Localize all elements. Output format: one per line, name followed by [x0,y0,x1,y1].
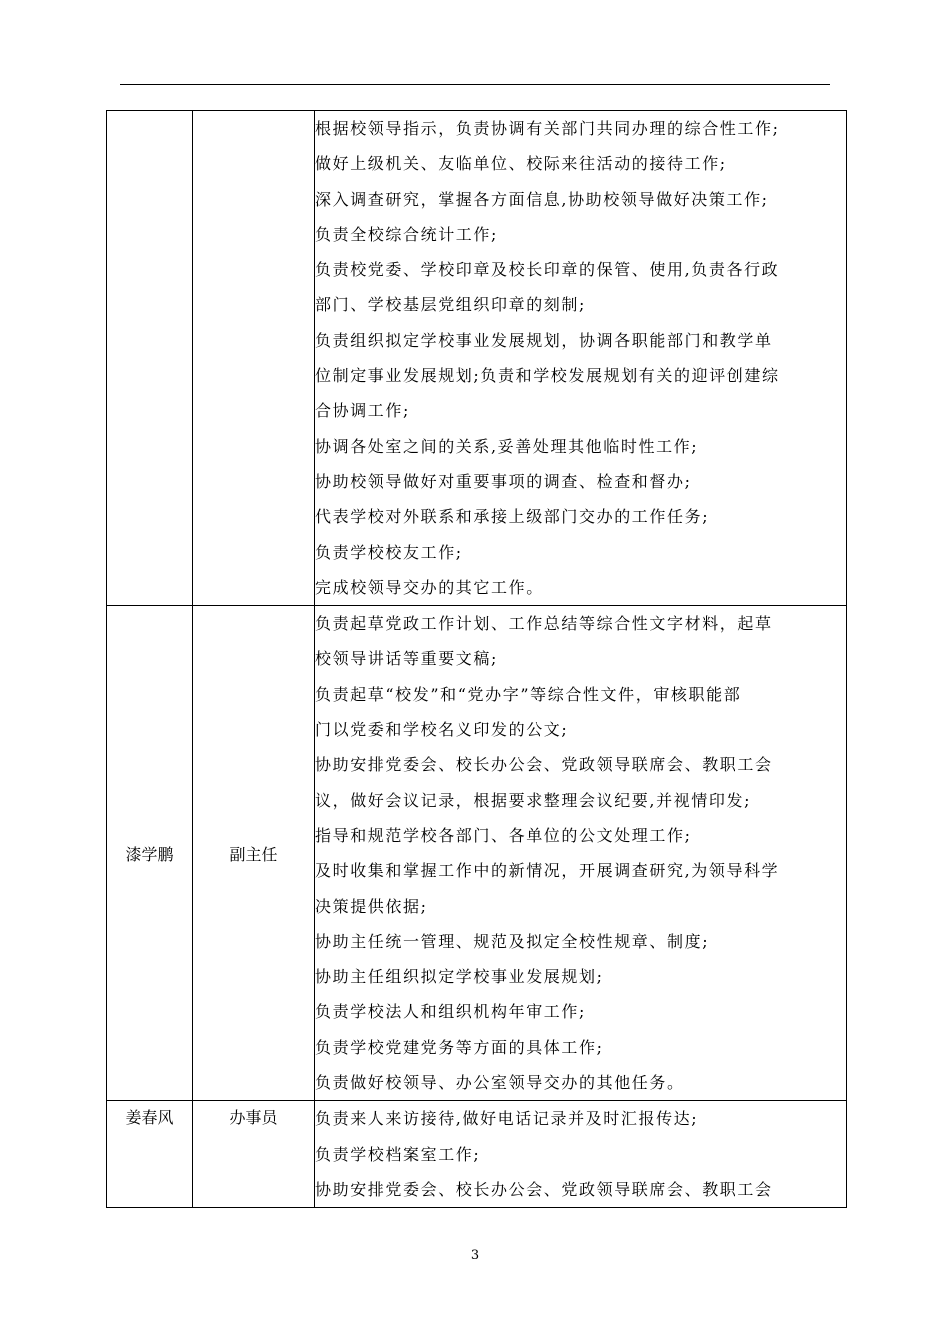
duty-line: 负责做好校领导、办公室领导交办的其他任务。 [315,1073,685,1093]
duty-line: 完成校领导交办的其它工作。 [315,577,544,597]
duty-line: 根据校领导指示，负责协调有关部门共同办理的综合性工作; [315,119,780,138]
duty-line: 负责起草党政工作计划、工作总结等综合性文字材料，起草 [315,614,773,634]
duty-description-cell [315,111,847,606]
header-rule [120,84,830,85]
duty-line: 负责学校校友工作; [315,542,463,562]
duty-line: 协助校领导做好对重要事项的调查、检查和督办; [315,471,692,491]
duty-table [106,110,847,1208]
duty-line: 深入调查研究，掌握各方面信息,协助校领导做好决策工作; [315,189,769,209]
table-row [107,1101,847,1208]
staff-title: 办事员 [229,1108,278,1128]
duty-line: 做好上级机关、友临单位、校际来往活动的接待工作; [315,154,727,174]
staff-title-cell [193,1101,315,1208]
duty-line: 指导和规范学校各部门、各单位的公文处理工作; [315,825,692,845]
staff-name-cell [107,1101,193,1208]
duty-line: 负责学校档案室工作; [315,1144,481,1164]
duty-line: 负责组织拟定学校事业发展规划，协调各职能部门和教学单 [315,330,773,350]
duty-line: 及时收集和掌握工作中的新情况，开展调查研究,为领导科学 [315,861,780,881]
duty-line: 决策提供依据; [315,896,428,916]
table-row [107,111,847,606]
duty-line: 合协调工作; [315,401,410,421]
duty-line: 协调各处室之间的关系,妥善处理其他临时性工作; [315,436,699,456]
duty-line: 负责全校综合统计工作; [315,224,498,244]
duty-line: 负责学校法人和组织机构年审工作; [315,1002,586,1022]
duty-line: 负责起草“校发”和“党办字”等综合性文件，审核职能部 [315,684,742,704]
staff-name-cell [107,111,193,606]
duty-line: 负责校党委、学校印章及校长印章的保管、使用,负责各行政 [315,260,780,280]
duty-line: 负责学校党建党务等方面的具体工作; [315,1037,604,1057]
staff-title-cell: 副主任 [193,606,315,1101]
duty-line: 协助安排党委会、校长办公会、党政领导联席会、教职工会 [315,1179,773,1199]
duty-line: 负责来人来访接待,做好电话记录并及时汇报传达; [315,1109,699,1129]
staff-name: 姜春风 [125,1108,174,1128]
staff-title-cell [193,111,315,606]
duty-description-cell [315,606,847,1101]
duty-line: 协助主任统一管理、规范及拟定全校性规章、制度; [315,931,710,951]
duty-line: 部门、学校基层党组织印章的刻制; [315,295,586,315]
page-number: 3 [470,1248,480,1263]
duty-line: 位制定事业发展规划;负责和学校发展规划有关的迎评创建综 [315,366,780,386]
duty-line: 代表学校对外联系和承接上级部门交办的工作任务; [315,507,710,527]
duty-line: 协助安排党委会、校长办公会、党政领导联席会、教职工会 [315,755,773,775]
staff-name-cell: 漆学鹏 [107,606,193,1101]
duty-line: 校领导讲话等重要文稿; [315,649,498,669]
duty-line: 门以党委和学校名义印发的公文; [315,720,569,740]
duty-line: 协助主任组织拟定学校事业发展规划; [315,967,604,987]
duty-description-cell [315,1101,847,1208]
table-row [107,606,847,1101]
duty-line: 议，做好会议记录，根据要求整理会议纪要,并视情印发; [315,790,752,810]
